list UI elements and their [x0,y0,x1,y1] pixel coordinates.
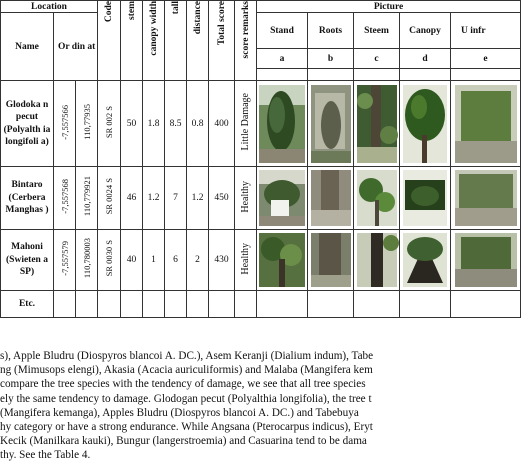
longitude: 110,779921 [76,167,98,230]
text-line: ng (Mimusops elengi), Akasia (Acacia auriculiformis) and Malaba (Mangifera kem [0,364,373,377]
letter-c: c [354,49,400,69]
steem-header: Steem [354,13,400,49]
tall-value: 8.5 [165,81,187,167]
tree-code: SR 0024 S [98,167,121,230]
letter-a: a [257,49,308,69]
stand-photo [257,81,308,167]
text-line: hy category or have a strong endurance. While Angsana (Pterocarpus indicus), Eryt [0,420,373,433]
distance-value: 0.8 [187,81,209,167]
text-line: Kecik (Manilkara kauki), Bungur (langerstroemia) and Casuarina tend to be dama [0,435,367,448]
longitude: 110,780003 [76,230,98,291]
ordinat-header: Or din at [54,13,98,81]
text-line: ely the same tendency to damage. Glodogan pecut (Polyalthia longifolia), the tree t [0,392,372,405]
score-remarks-header: score remarks [235,1,257,81]
latitude: -7,557566 [54,81,76,167]
text-line: compare the tree species with the tendency of damage, we see that all tree species [0,378,366,391]
total-score-value: 430 [209,230,235,291]
canopy-width-value: 1.2 [143,167,165,230]
distance-header: distance [187,1,209,81]
longitude: 110,77935 [76,81,98,167]
total-score-value: 450 [209,167,235,230]
canopy-photo [400,167,451,230]
steem-photo [354,81,400,167]
steem-photo [354,167,400,230]
tall-value: 7 [165,167,187,230]
score-remark: Healthy [235,230,257,291]
roots-photo [308,230,354,291]
tree-code: SR 0030 S [98,230,121,291]
table-row [1,230,521,291]
letter-d: d [400,49,451,69]
location-header: Location [1,1,98,13]
latitude: -7,557568 [54,167,76,230]
text-line: (Mangifera kemanga), Apples Bludru (Diospyros blancoi A. DC.) and Tabebuya [0,406,359,419]
letter-e: e [451,49,521,69]
infra-header: U infr [451,13,521,49]
tree-code: SR 002 S [98,81,121,167]
canopy-width-value: 1 [143,230,165,291]
score-remark: Healthy [235,167,257,230]
tall-header: tall [165,1,187,81]
stem-header: stem [121,1,143,81]
code-header: Code [98,1,121,81]
distance-value: 2 [187,230,209,291]
total-score-header: Total score [209,1,235,81]
tree-name: Etc. [1,291,54,318]
letter-b: b [308,49,354,69]
tree-name: Bintaro (Cerbera Manghas ) [1,167,54,230]
tree-name: Mahoni (Swieten a SP) [1,230,54,291]
table-row [1,167,521,230]
latitude: -7,557579 [54,230,76,291]
body-text [0,349,520,463]
stem-value: 46 [121,167,143,230]
roots-photo [308,167,354,230]
roots-photo [308,81,354,167]
infra-photo [451,81,521,167]
canopy-width-header: canopy width [143,1,165,81]
picture-header: Picture [257,1,521,13]
distance-value: 1.2 [187,167,209,230]
canopy-width-value: 1.8 [143,81,165,167]
tall-value: 6 [165,230,187,291]
score-remark: Little Damage [235,81,257,167]
infra-photo [451,230,521,291]
stand-photo [257,230,308,291]
roots-header: Roots [308,13,354,49]
infra-photo [451,167,521,230]
tree-name: Glodoka n pecut (Polyalth ia longifoli a) [1,81,54,167]
stand-photo [257,167,308,230]
total-score-value: 400 [209,81,235,167]
steem-photo [354,230,400,291]
stem-value: 50 [121,81,143,167]
table-row [1,81,521,167]
text-line: s), Apple Bludru (Diospyros blancoi A. DC.), Asem Keranji (Dialium indum), Tabe [0,350,374,362]
stand-header: Stand [257,13,308,49]
stem-value: 40 [121,230,143,291]
canopy-photo [400,230,451,291]
canopy-photo [400,81,451,167]
canopy-header: Canopy [400,13,451,49]
name-header: Name [1,13,54,81]
text-line: thy. See the Table 4. [0,449,91,462]
table-row [1,291,521,318]
